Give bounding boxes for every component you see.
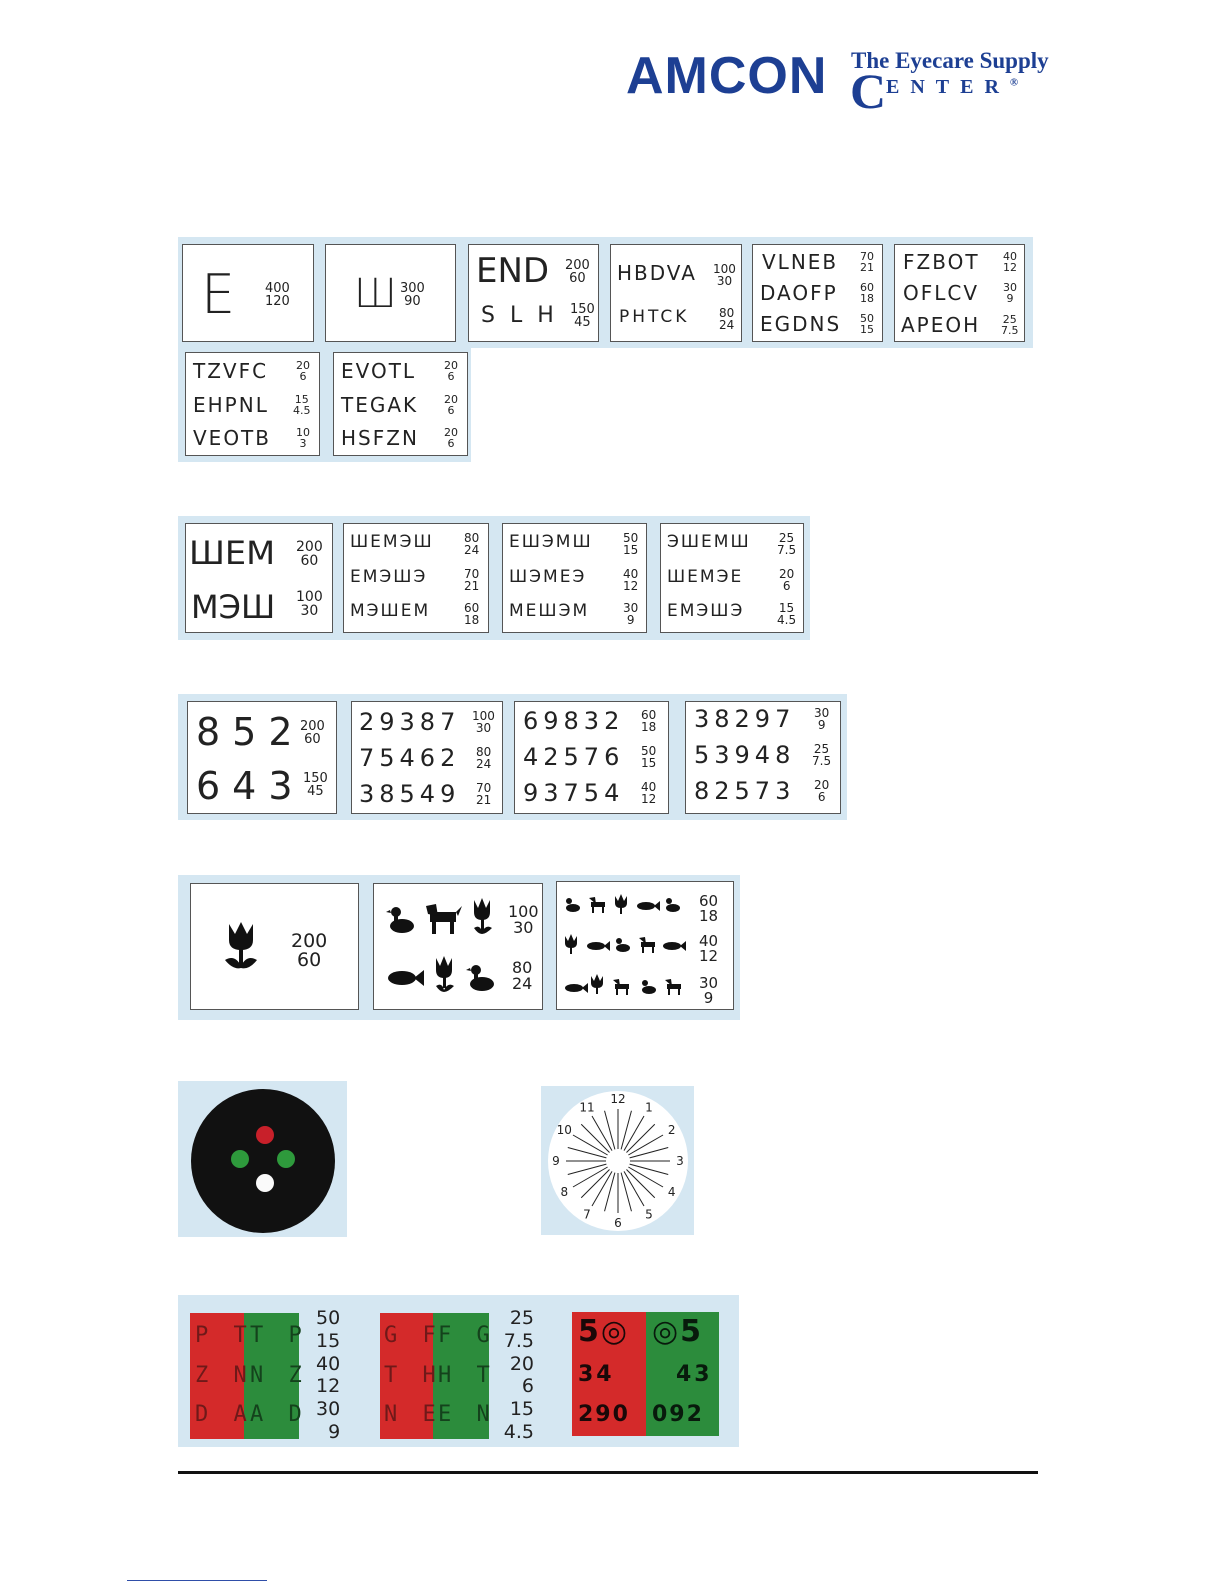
- chart-card-e: [182, 244, 314, 342]
- brand-name: AMCON: [626, 47, 828, 105]
- e-chart-card-3: [502, 523, 647, 633]
- acuity-fraction: 20 6: [814, 778, 830, 804]
- acuity-fraction: 400 120: [265, 281, 290, 309]
- chart-line: FZBOT: [903, 250, 980, 274]
- chart-line: МЭШЕМ: [350, 601, 431, 621]
- worth-four-dot-panel: [178, 1081, 347, 1237]
- chart-line: 643: [196, 764, 305, 808]
- chart-line: OFLCV: [903, 281, 980, 305]
- chart-line: PHTCK: [619, 307, 690, 327]
- acuity-fraction: 40 12: [641, 780, 657, 806]
- brand-center-word: ENTER: [886, 76, 1010, 98]
- footer-rule: [178, 1471, 1038, 1474]
- duochrome-red-line: 34: [578, 1362, 615, 1387]
- chart-card-7: [185, 352, 320, 456]
- acuity-fraction: 30 9: [814, 706, 830, 732]
- chart-line: HBDVA: [617, 261, 697, 285]
- acuity-fraction: 20 6: [296, 359, 310, 383]
- acuity-fraction: 80 24: [719, 306, 735, 332]
- chart-line: ШЕМЭЕ: [667, 567, 744, 587]
- clock-number: 1: [645, 1100, 653, 1115]
- optotype: Ш: [354, 271, 397, 317]
- chart-card-8: [333, 352, 468, 456]
- clock-number: 2: [667, 1123, 676, 1137]
- acuity-fraction: 20 6: [444, 359, 458, 383]
- acuity-fraction: 100 30: [713, 262, 736, 288]
- number-card-4: [685, 701, 841, 814]
- duochrome-red-line: Z N: [195, 1363, 253, 1388]
- tulip-icon: [436, 956, 454, 992]
- chart-line: 29387: [359, 708, 461, 736]
- chart-line: 75462: [359, 744, 461, 772]
- acuity-fraction: 40 12: [623, 567, 639, 593]
- acuity-fraction: 25 7.5: [1001, 313, 1019, 337]
- chart-line: ШЕМЭШ: [350, 532, 434, 552]
- small-picture-optotypes: [565, 894, 691, 1002]
- chart-line: ШЕМ: [188, 534, 276, 572]
- duochrome-green-line: 092: [652, 1402, 704, 1427]
- clock-number: 7: [583, 1207, 591, 1222]
- acuity-fraction: 40 12: [699, 932, 719, 965]
- duochrome-red-line: 290: [578, 1402, 630, 1427]
- brand-tagline-top: The Eyecare Supply: [851, 48, 1049, 73]
- duochrome-green-line: ◎5: [652, 1314, 704, 1349]
- acuity-fractions: 25 7.5 20 6 15 4.5: [503, 1307, 534, 1443]
- duochrome-green-line: N Z: [250, 1363, 308, 1388]
- duck-icon: [386, 907, 414, 933]
- brand-tagline-bottom: [886, 76, 1018, 99]
- acuity-fraction: 40 12: [1003, 250, 1017, 274]
- chart-line: EVOTL: [341, 359, 417, 383]
- acuity-fraction: 30 9: [623, 601, 639, 627]
- picture-card-3: [556, 881, 734, 1010]
- acuity-fraction: 300 90: [400, 281, 425, 309]
- acuity-fraction: 20 6: [444, 393, 458, 417]
- tulip-icon: [221, 920, 261, 972]
- worth-four-dot-icon: [178, 1081, 347, 1237]
- duochrome-green-line: E N: [438, 1402, 496, 1427]
- duck-icon: [466, 965, 494, 991]
- clock-number: 6: [614, 1216, 622, 1230]
- clock-number: 3: [676, 1154, 684, 1168]
- clock-number: 9: [552, 1154, 560, 1168]
- chart-card-sha: [325, 244, 456, 342]
- duochrome-green-line: T P: [250, 1323, 308, 1348]
- acuity-fraction: 30 9: [699, 974, 719, 1007]
- acuity-fraction: 200 60: [296, 539, 323, 569]
- acuity-fraction: 100 30: [472, 709, 495, 735]
- clock-number: 4: [667, 1185, 676, 1199]
- acuity-fraction: 70 21: [476, 781, 492, 807]
- acuity-fraction: 10 3: [296, 426, 310, 450]
- clock-number: 10: [556, 1123, 572, 1137]
- clock-number: 12: [610, 1092, 626, 1106]
- duochrome-green-line: F G: [438, 1323, 496, 1348]
- acuity-fraction: 15 4.5: [293, 393, 311, 417]
- picture-card-1: [190, 883, 359, 1010]
- registered-mark: ®: [1009, 76, 1019, 89]
- acuity-fraction: 80 24: [512, 958, 533, 993]
- chart-line: END: [476, 251, 550, 291]
- acuity-fraction: 80 24: [464, 531, 480, 557]
- chart-line: 38297: [694, 705, 796, 733]
- e-chart-card-2: [343, 523, 489, 633]
- e-chart-card-4: [660, 523, 804, 633]
- chart-line: EGDNS: [760, 312, 842, 336]
- dog-icon: [426, 904, 462, 934]
- tulip-icon: [474, 898, 492, 934]
- chart-line: МЕШЭМ: [509, 601, 590, 621]
- duochrome-green-line: A D: [250, 1402, 308, 1427]
- chart-line: APEOH: [901, 313, 981, 337]
- acuity-fractions: 50 15 40 12 30 9: [316, 1307, 341, 1443]
- acuity-fraction: 100 30: [508, 902, 539, 937]
- chart-line: ЭШЕМШ: [667, 532, 751, 552]
- acuity-fraction: 80 24: [476, 745, 492, 771]
- acuity-fraction: 30 9: [1003, 281, 1017, 305]
- duochrome-red-line: 5◎: [578, 1314, 630, 1349]
- acuity-fraction: 70 21: [464, 567, 480, 593]
- acuity-fraction: 200 60: [565, 258, 590, 286]
- acuity-fraction: 50 15: [623, 531, 639, 557]
- duochrome-red-line: N E: [384, 1402, 442, 1427]
- acuity-fraction: 60 18: [464, 601, 480, 627]
- e-chart-card-1: [185, 523, 333, 633]
- astigmatism-clock-panel: [541, 1086, 694, 1235]
- footer-link-underline: [127, 1580, 267, 1581]
- chart-line: TEGAK: [341, 393, 419, 417]
- clock-number: 5: [645, 1207, 653, 1222]
- chart-line: ЕМЭШЭ: [350, 567, 428, 587]
- astigmatism-clock-dial: [541, 1086, 694, 1235]
- number-card-2: [351, 701, 503, 814]
- clock-number: 11: [579, 1100, 595, 1115]
- acuity-fraction: 15 4.5: [777, 601, 797, 627]
- chart-line: 93754: [523, 779, 625, 807]
- acuity-fraction: 150 45: [303, 771, 328, 799]
- chart-line: МЭШ: [191, 588, 276, 626]
- picture-optotypes: [386, 898, 498, 998]
- chart-card-6: [894, 244, 1025, 342]
- duochrome-green-line: 43: [676, 1362, 713, 1387]
- acuity-fraction: 200 60: [300, 719, 325, 747]
- chart-line: 42576: [523, 743, 625, 771]
- chart-card-3: [468, 244, 599, 342]
- acuity-fraction: 20 6: [779, 567, 795, 593]
- chart-line: ШЭМЕЭ: [509, 567, 587, 587]
- acuity-fraction: 200 60: [291, 930, 328, 971]
- chart-line: HSFZN: [341, 426, 419, 450]
- chart-line: 852: [196, 710, 305, 754]
- duochrome-red-line: D A: [195, 1402, 253, 1427]
- chart-line: EHPNL: [193, 393, 269, 417]
- fish-icon: [388, 970, 424, 986]
- acuity-fraction: 50 15: [641, 744, 657, 770]
- chart-line: DAOFP: [760, 281, 838, 305]
- optotype: E: [201, 263, 236, 326]
- acuity-fraction: 20 6: [444, 426, 458, 450]
- chart-card-5: [752, 244, 883, 342]
- acuity-fraction: 25 7.5: [812, 742, 832, 768]
- acuity-fraction: 150 45: [570, 302, 595, 330]
- chart-line: VLNEB: [762, 250, 839, 274]
- chart-line: ЕМЭШЭ: [667, 601, 745, 621]
- duochrome-red-line: G F: [384, 1323, 442, 1348]
- number-card-1: [187, 701, 337, 814]
- chart-line: VEOTB: [193, 426, 271, 450]
- chart-line: 69832: [523, 707, 625, 735]
- number-card-3: [514, 701, 669, 814]
- acuity-fraction: 60 18: [699, 892, 719, 925]
- acuity-fraction: 100 30: [296, 589, 323, 619]
- acuity-fraction: 60 18: [860, 281, 874, 305]
- duochrome-green-line: H T: [438, 1363, 496, 1388]
- acuity-fraction: 50 15: [860, 312, 874, 336]
- clock-number: 8: [560, 1185, 569, 1199]
- duochrome-red-line: T H: [384, 1363, 442, 1388]
- chart-line: 38549: [359, 780, 461, 808]
- chart-line: 82573: [694, 777, 796, 805]
- chart-line: 53948: [694, 741, 796, 769]
- chart-line: ЕШЭМШ: [509, 532, 593, 552]
- brand-tagline-c: C: [850, 63, 887, 119]
- chart-line: TZVFC: [193, 359, 269, 383]
- acuity-fraction: 70 21: [860, 250, 874, 274]
- chart-line: S L H: [481, 303, 558, 328]
- acuity-fraction: 60 18: [641, 708, 657, 734]
- duochrome-red-line: P T: [195, 1323, 253, 1348]
- chart-card-4: [610, 244, 742, 342]
- picture-card-2: [373, 883, 543, 1010]
- acuity-fraction: 25 7.5: [777, 531, 797, 557]
